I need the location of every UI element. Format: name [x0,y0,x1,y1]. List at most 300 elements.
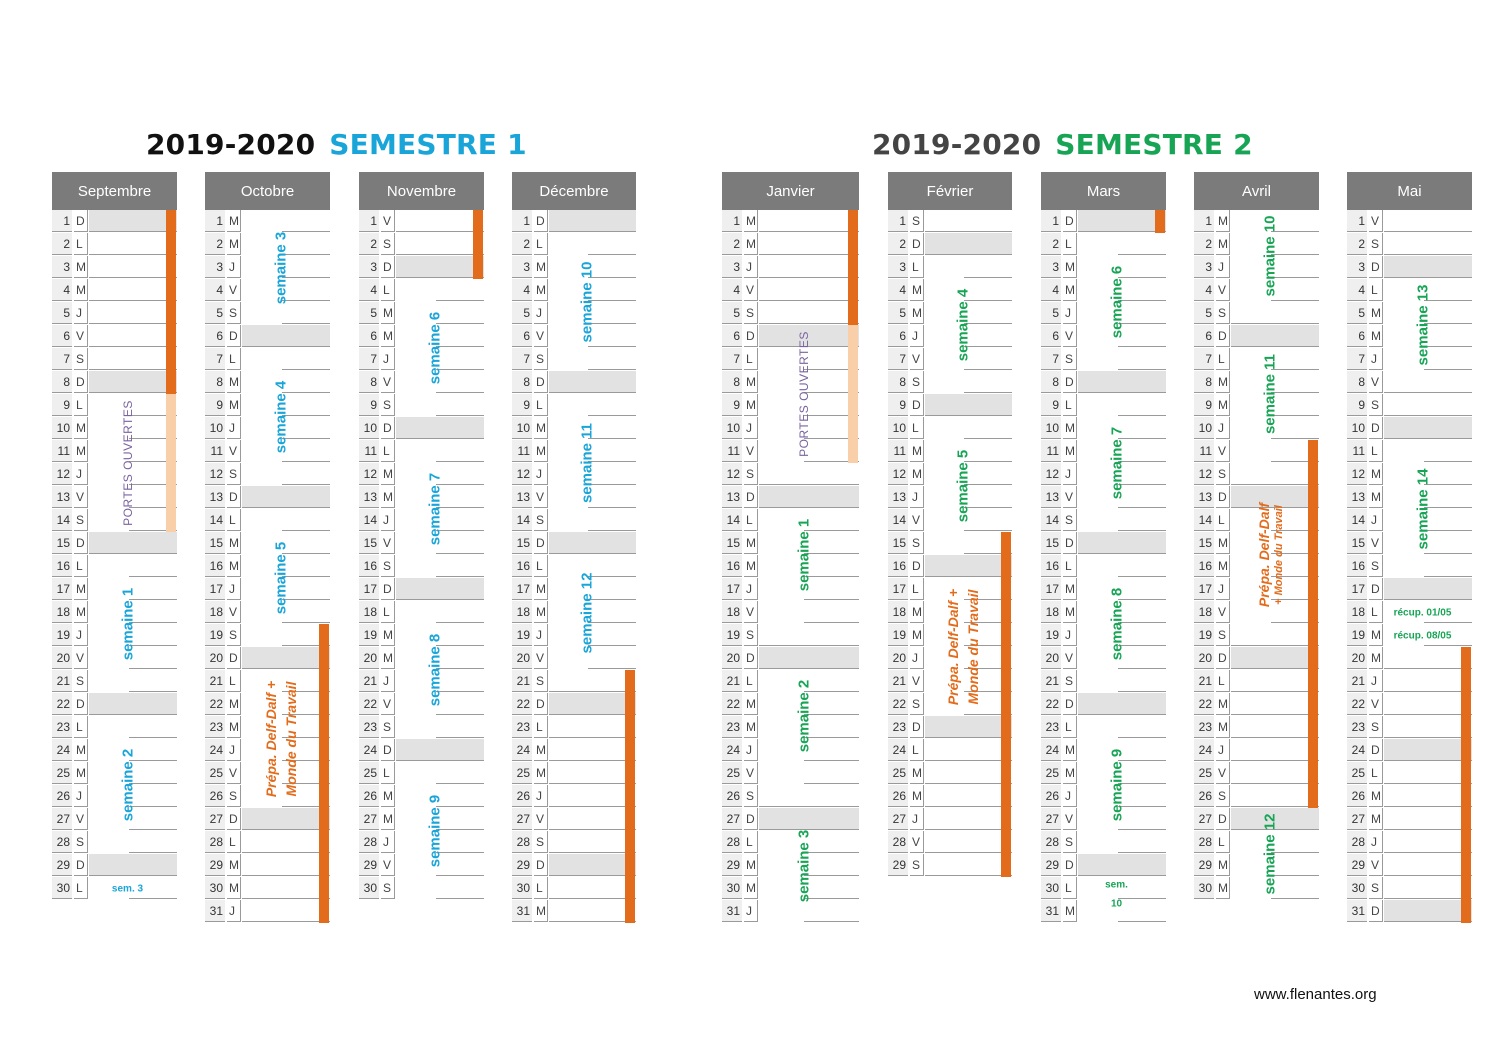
day-row [512,555,636,578]
day-number: 8 [1041,371,1061,393]
day-letter: S [1063,670,1077,692]
day-letter: L [74,394,88,416]
day-number: 5 [1347,302,1367,324]
day-letter: J [744,900,758,922]
day-row [52,371,177,394]
day-number: 2 [888,233,908,255]
day-row [359,463,484,486]
day-row [52,325,177,348]
day-cell [925,555,1012,577]
day-row [205,440,330,463]
day-row [359,693,484,716]
day-row [888,831,1012,854]
day-list [512,210,636,923]
period-bar [166,394,176,532]
day-letter: L [1369,440,1383,462]
day-row [52,785,177,808]
day-letter: L [1216,509,1230,531]
day-row [1347,762,1472,785]
day-letter: M [381,486,395,508]
day-row [359,578,484,601]
period-label: semaine 13 [1414,284,1431,366]
day-row [888,325,1012,348]
day-number: 7 [888,348,908,370]
day-row [1041,325,1166,348]
day-letter: D [1216,808,1230,830]
month-header: Septembre [52,172,177,210]
day-number: 6 [205,325,225,347]
day-number: 5 [359,302,379,324]
day-row [888,279,1012,302]
day-row [722,325,859,348]
day-number: 24 [512,739,532,761]
day-letter: J [534,302,548,324]
day-row [722,555,859,578]
day-row [52,601,177,624]
day-letter: D [910,394,924,416]
day-number: 18 [722,601,742,623]
period-bar [319,624,329,923]
day-cell [1424,440,1472,462]
day-row [722,486,859,509]
period-bar [848,210,858,325]
day-number: 5 [512,302,532,324]
day-number: 12 [359,463,379,485]
day-number: 20 [512,647,532,669]
day-letter: J [534,785,548,807]
day-row [52,233,177,256]
day-row [1347,831,1472,854]
day-number: 10 [888,417,908,439]
day-letter: D [1369,578,1383,600]
day-letter: D [910,233,924,255]
day-number: 25 [1041,762,1061,784]
day-row [1347,463,1472,486]
day-row [1041,394,1166,417]
day-letter: M [534,739,548,761]
day-number: 28 [1194,831,1214,853]
day-row [205,601,330,624]
day-letter: M [1063,440,1077,462]
day-number: 8 [888,371,908,393]
day-letter: L [74,555,88,577]
day-number: 11 [888,440,908,462]
day-list [205,210,330,923]
month-header: Octobre [205,172,330,210]
day-number: 14 [722,509,742,531]
day-number: 5 [1194,302,1214,324]
day-letter: L [1216,670,1230,692]
day-letter: M [1216,394,1230,416]
day-row [1347,693,1472,716]
day-letter: J [227,739,241,761]
day-number: 30 [1041,877,1061,899]
day-letter: D [1063,693,1077,715]
day-letter: M [1216,532,1230,554]
day-row [1347,555,1472,578]
day-number: 2 [722,233,742,255]
day-cell [282,348,330,370]
day-row [722,463,859,486]
period-label: + Monde du Travail [1272,505,1285,605]
day-row [52,532,177,555]
period-label: semaine 8 [426,633,443,707]
day-letter: L [227,670,241,692]
day-row [1347,716,1472,739]
day-letter: M [227,233,241,255]
day-row [722,532,859,555]
day-letter: S [744,463,758,485]
day-letter: S [381,233,395,255]
day-row [205,256,330,279]
day-number: 4 [512,279,532,301]
day-row [1041,831,1166,854]
day-number: 19 [52,624,72,646]
day-cell [242,854,330,876]
day-cell [89,302,177,324]
day-letter: M [381,302,395,324]
day-number: 4 [52,279,72,301]
day-letter: D [534,532,548,554]
day-letter: V [1369,210,1383,232]
day-letter: D [744,647,758,669]
day-number: 19 [888,624,908,646]
day-cell [242,831,330,853]
day-number: 11 [1041,440,1061,462]
day-letter: S [1216,785,1230,807]
day-cell [804,601,859,623]
day-cell [1231,325,1319,347]
day-number: 26 [359,785,379,807]
day-cell [1384,417,1472,439]
day-cell [925,762,1012,784]
day-number: 5 [52,302,72,324]
day-letter: D [534,693,548,715]
day-letter: J [744,417,758,439]
day-row [888,256,1012,279]
day-number: 4 [359,279,379,301]
day-letter: M [227,371,241,393]
day-cell [925,739,1012,761]
day-letter: S [381,716,395,738]
day-letter: S [744,302,758,324]
day-number: 20 [888,647,908,669]
day-number: 27 [52,808,72,830]
day-letter: M [744,210,758,232]
day-row [1041,578,1166,601]
day-cell [242,808,330,830]
month-6 [1041,172,1166,923]
day-letter: M [1216,716,1230,738]
day-number: 1 [722,210,742,232]
day-number: 26 [888,785,908,807]
day-row [1347,279,1472,302]
day-letter: J [227,900,241,922]
day-row [722,233,859,256]
day-row [1194,670,1319,693]
day-cell [549,854,636,876]
day-row [359,325,484,348]
day-cell [759,785,859,807]
day-number: 20 [1194,647,1214,669]
day-row [1347,739,1472,762]
day-letter: M [910,762,924,784]
day-cell [396,578,484,600]
day-letter: L [910,417,924,439]
day-row [205,486,330,509]
day-cell [759,256,859,278]
day-cell [242,647,330,669]
day-number: 30 [1347,877,1367,899]
day-row [722,256,859,279]
day-row [1347,670,1472,693]
day-number: 28 [1347,831,1367,853]
day-letter: M [910,463,924,485]
day-letter: J [74,624,88,646]
day-letter: S [534,831,548,853]
day-row [888,739,1012,762]
day-row [359,348,484,371]
day-row [52,509,177,532]
day-row [205,417,330,440]
day-number: 8 [359,371,379,393]
day-cell [89,854,177,876]
day-letter: M [1063,601,1077,623]
period-label: semaine 1 [119,587,136,661]
day-row [1347,877,1472,900]
day-letter: V [744,762,758,784]
period-bar [1461,647,1471,923]
day-row [512,624,636,647]
day-cell [925,854,1012,876]
day-row [888,854,1012,877]
day-letter: V [744,440,758,462]
month-header: Novembre [359,172,484,210]
day-letter: L [534,394,548,416]
day-letter: D [1063,532,1077,554]
day-letter: J [1216,578,1230,600]
day-number: 12 [1347,463,1367,485]
day-number: 16 [1041,555,1061,577]
day-number: 17 [205,578,225,600]
day-letter: V [74,325,88,347]
day-number: 26 [722,785,742,807]
day-cell [89,371,177,393]
day-cell [925,233,1012,255]
day-letter: L [74,716,88,738]
day-cell [1384,716,1472,738]
day-number: 1 [1194,210,1214,232]
day-cell [436,601,484,623]
day-number: 22 [512,693,532,715]
day-row [359,394,484,417]
month-5 [888,172,1012,877]
day-number: 14 [205,509,225,531]
day-number: 10 [359,417,379,439]
day-row [52,394,177,417]
day-row [359,486,484,509]
day-number: 21 [1041,670,1061,692]
day-number: 2 [1041,233,1061,255]
day-cell [925,716,1012,738]
day-letter: J [910,486,924,508]
day-number: 14 [888,509,908,531]
day-row [1041,601,1166,624]
day-row [1041,440,1166,463]
day-number: 24 [359,739,379,761]
day-letter: M [1063,417,1077,439]
day-number: 1 [1041,210,1061,232]
day-number: 29 [512,854,532,876]
day-letter: M [227,854,241,876]
day-number: 17 [722,578,742,600]
day-letter: L [74,233,88,255]
day-letter: D [534,210,548,232]
day-number: 26 [1347,785,1367,807]
day-number: 22 [1194,693,1214,715]
day-number: 4 [1194,279,1214,301]
period-label: semaine 11 [578,422,596,504]
day-cell [1384,647,1472,669]
day-letter: S [1216,624,1230,646]
day-row [52,256,177,279]
day-row [1194,256,1319,279]
day-cell [396,210,484,232]
day-row [205,624,330,647]
day-number: 29 [1041,854,1061,876]
day-letter: V [534,486,548,508]
day-letter: J [1063,624,1077,646]
day-cell [436,440,484,462]
day-letter: D [227,486,241,508]
day-number: 5 [1041,302,1061,324]
day-number: 16 [888,555,908,577]
day-letter: M [381,785,395,807]
period-label: Prépa. Delf-Dalf + [945,588,961,706]
day-row [52,348,177,371]
day-number: 29 [205,854,225,876]
day-letter: M [744,532,758,554]
day-letter: S [910,532,924,554]
day-letter: D [381,578,395,600]
day-number: 12 [1194,463,1214,485]
day-cell [436,877,484,899]
month-8 [1347,172,1472,923]
day-row [1347,210,1472,233]
day-cell [925,785,1012,807]
day-number: 19 [512,624,532,646]
day-number: 15 [1041,532,1061,554]
day-number: 22 [205,693,225,715]
day-cell [1384,854,1472,876]
day-number: 17 [512,578,532,600]
day-number: 9 [359,394,379,416]
day-letter: J [1063,785,1077,807]
day-letter: J [534,463,548,485]
day-letter: J [1369,831,1383,853]
day-number: 27 [722,808,742,830]
day-row [1194,371,1319,394]
day-number: 16 [512,555,532,577]
day-letter: M [1369,647,1383,669]
day-cell [89,532,177,554]
day-letter: D [74,210,88,232]
day-row [1194,325,1319,348]
day-letter: V [227,601,241,623]
day-cell [1231,693,1319,715]
day-letter: S [1063,348,1077,370]
day-row [1041,555,1166,578]
day-letter: D [227,325,241,347]
day-number: 19 [359,624,379,646]
day-number: 21 [722,670,742,692]
month-header: Mai [1347,172,1472,210]
day-cell [396,739,484,761]
day-letter: M [534,900,548,922]
day-letter: J [910,647,924,669]
day-row [512,854,636,877]
day-letter: S [381,877,395,899]
day-letter: M [381,647,395,669]
day-row [888,486,1012,509]
day-letter: M [1216,555,1230,577]
day-row [359,716,484,739]
day-number: 15 [52,532,72,554]
day-number: 13 [1194,486,1214,508]
day-letter: L [744,509,758,531]
day-letter: J [1369,509,1383,531]
day-letter: M [381,325,395,347]
day-letter: S [744,624,758,646]
day-cell [1384,233,1472,255]
day-number: 4 [722,279,742,301]
day-letter: M [1369,808,1383,830]
period-label: semaine 12 [1261,813,1278,895]
day-number: 29 [52,854,72,876]
period-label: semaine 7 [426,472,443,546]
day-letter: D [534,371,548,393]
day-row [1347,486,1472,509]
day-letter: V [74,808,88,830]
day-number: 22 [722,693,742,715]
day-letter: D [74,532,88,554]
day-row [722,716,859,739]
day-letter: M [744,371,758,393]
day-letter: M [744,693,758,715]
day-letter: V [74,486,88,508]
day-number: 13 [205,486,225,508]
day-letter: J [227,256,241,278]
day-row [512,486,636,509]
day-row [359,739,484,762]
day-cell [1384,785,1472,807]
day-number: 24 [888,739,908,761]
day-number: 17 [888,578,908,600]
day-row [1041,486,1166,509]
period-label: semaine 3 [795,829,812,902]
day-letter: D [534,854,548,876]
period-label: 10 [1110,898,1123,909]
day-cell [925,210,1012,232]
day-cell [964,417,1012,439]
day-row [512,509,636,532]
day-cell [396,233,484,255]
day-letter: V [1063,325,1077,347]
day-row [205,371,330,394]
day-number: 29 [722,854,742,876]
day-letter: V [1216,279,1230,301]
day-letter: L [1063,394,1077,416]
